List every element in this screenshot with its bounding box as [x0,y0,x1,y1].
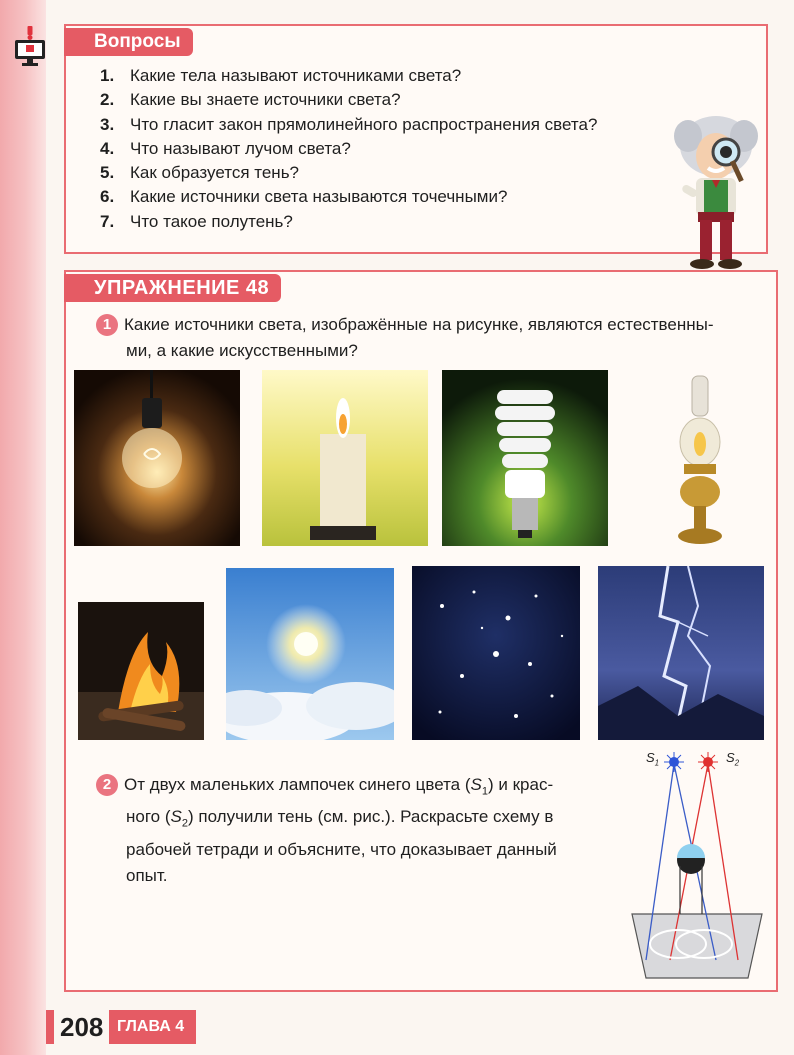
professor-character [668,106,766,276]
task-2: 2 От двух маленьких лампочек синего цвета $(S_1)$ и крас- ного $(S_2)$ получили тень (см. рис.). Раскрасьте схему в рабочей тетради и объясните, что доказывает данный опыт. [96,772,557,889]
list-item: 5. Как образуется тень? [100,163,300,183]
label-s2: $S_2$ [726,750,740,768]
questions-box [64,24,768,254]
list-item: 1. Какие тела называют источниками света? [100,66,462,85]
list-item: 2. Какие вы знаете источники света? [100,90,401,110]
list-item: 6. Какие источники света называются точечными? [100,187,508,207]
exercise-title: УПРАЖНЕНИЕ 48 [64,274,281,302]
photo-oil-lamp [666,372,736,552]
task-1: 1 Какие источники света, изображённые на рисунке, являются естественны- ми, а какие искусственными? [96,312,714,364]
computer-alert-icon [14,26,46,66]
chapter-label: ГЛАВА 4 [117,1018,185,1035]
photo-candle [262,370,428,546]
photo-campfire [78,602,204,740]
list-item: 3. Что гласит закон прямолинейного распространения света? [100,114,598,134]
shadow-diagram [626,746,766,986]
task-2-badge: 2 [96,774,118,796]
list-item: 4. Что называют лучом света? [100,138,351,158]
list-item: 7. Что такое полутень? [100,211,293,231]
photo-sun-sky [226,568,394,740]
page-number: 208 [54,1010,109,1044]
photo-starry-sky [412,566,580,740]
page-margin-strip [0,0,46,1055]
label-s1: $S_1$ [646,750,660,768]
photo-lightning [598,566,764,740]
task-1-badge: 1 [96,314,118,336]
questions-list [100,64,597,234]
questions-title: Вопросы [64,28,193,56]
photo-energy-saving-lamp [442,370,608,546]
photo-incandescent-bulb [74,370,240,546]
exercise-box [64,270,778,992]
